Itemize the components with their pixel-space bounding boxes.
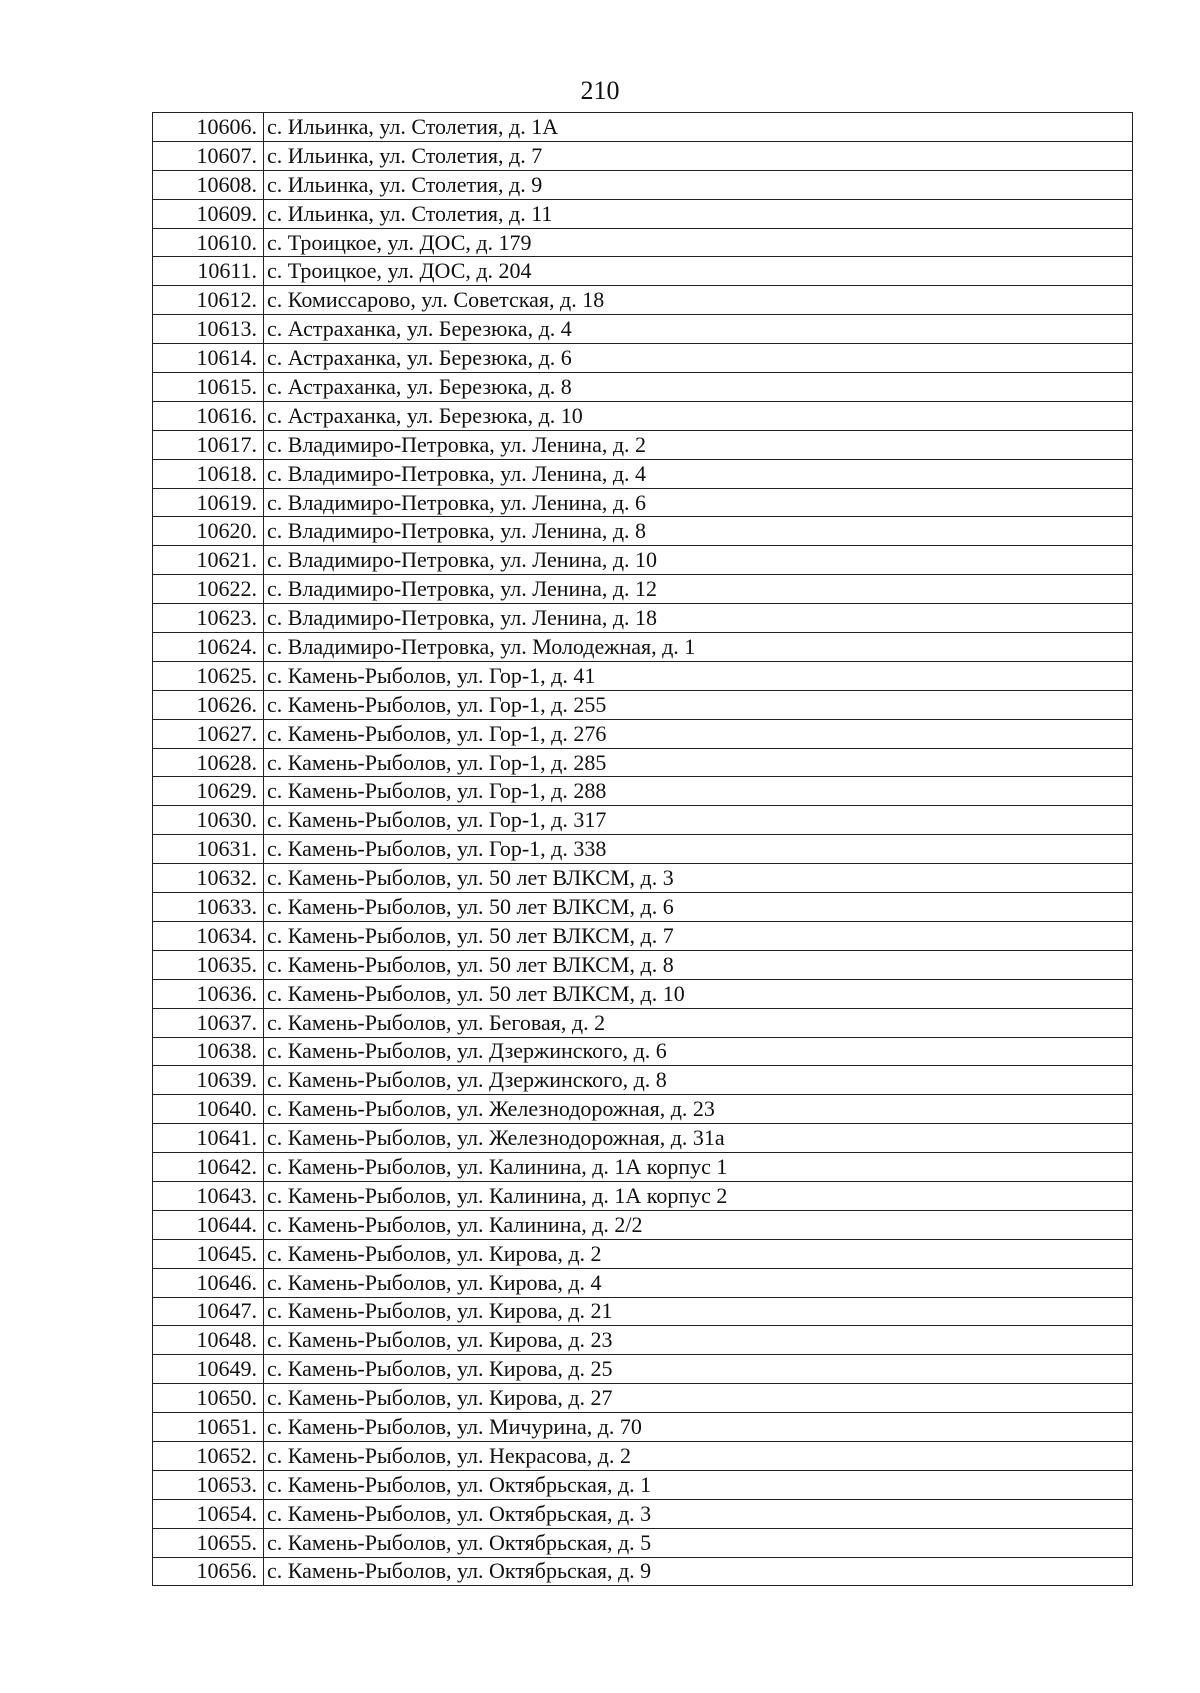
row-address: с. Камень-Рыболов, ул. Некрасова, д. 2 <box>264 1441 1133 1470</box>
table-row <box>153 864 1133 893</box>
table-row <box>153 1181 1133 1210</box>
row-number: 10607. <box>153 141 264 170</box>
row-address: с. Камень-Рыболов, ул. Кирова, д. 4 <box>264 1268 1133 1297</box>
table-row <box>153 921 1133 950</box>
table-row <box>153 1008 1133 1037</box>
row-address: с. Камень-Рыболов, ул. 50 лет ВЛКСМ, д. 6 <box>264 893 1133 922</box>
table-row <box>153 1037 1133 1066</box>
table-row <box>153 661 1133 690</box>
table-row <box>153 546 1133 575</box>
table-row <box>153 113 1133 142</box>
table-row <box>153 950 1133 979</box>
row-number: 10610. <box>153 228 264 257</box>
table-row <box>153 401 1133 430</box>
row-address: с. Камень-Рыболов, ул. Кирова, д. 27 <box>264 1384 1133 1413</box>
table-row <box>153 1528 1133 1557</box>
table-row <box>153 1326 1133 1355</box>
row-number: 10606. <box>153 113 264 142</box>
row-number: 10623. <box>153 604 264 633</box>
row-number: 10641. <box>153 1124 264 1153</box>
row-number: 10656. <box>153 1557 264 1586</box>
row-number: 10620. <box>153 517 264 546</box>
row-address: с. Троицкое, ул. ДОС, д. 204 <box>264 257 1133 286</box>
row-number: 10648. <box>153 1326 264 1355</box>
table-row <box>153 344 1133 373</box>
table-row <box>153 517 1133 546</box>
row-address: с. Камень-Рыболов, ул. Октябрьская, д. 5 <box>264 1528 1133 1557</box>
row-number: 10624. <box>153 633 264 662</box>
table-row <box>153 1124 1133 1153</box>
table-row <box>153 1066 1133 1095</box>
row-address: с. Ильинка, ул. Столетия, д. 1А <box>264 113 1133 142</box>
row-number: 10642. <box>153 1153 264 1182</box>
table-row <box>153 199 1133 228</box>
row-address: с. Владимиро-Петровка, ул. Ленина, д. 6 <box>264 488 1133 517</box>
row-address: с. Астраханка, ул. Березюка, д. 10 <box>264 401 1133 430</box>
page-number: 210 <box>580 76 620 105</box>
row-address: с. Камень-Рыболов, ул. Гор-1, д. 41 <box>264 661 1133 690</box>
row-address: с. Камень-Рыболов, ул. Калинина, д. 1А корпус 2 <box>264 1181 1133 1210</box>
row-address: с. Камень-Рыболов, ул. Железнодорожная, д. 23 <box>264 1095 1133 1124</box>
row-number: 10655. <box>153 1528 264 1557</box>
address-table <box>152 112 1133 1586</box>
table-row <box>153 1210 1133 1239</box>
row-address: с. Астраханка, ул. Березюка, д. 4 <box>264 315 1133 344</box>
row-address: с. Камень-Рыболов, ул. Гор-1, д. 288 <box>264 777 1133 806</box>
row-number: 10626. <box>153 690 264 719</box>
table-row <box>153 257 1133 286</box>
row-number: 10643. <box>153 1181 264 1210</box>
row-number: 10636. <box>153 979 264 1008</box>
row-address: с. Камень-Рыболов, ул. Гор-1, д. 317 <box>264 806 1133 835</box>
table-row <box>153 228 1133 257</box>
row-address: с. Комиссарово, ул. Советская, д. 18 <box>264 286 1133 315</box>
row-address: с. Камень-Рыболов, ул. 50 лет ВЛКСМ, д. 8 <box>264 950 1133 979</box>
row-address: с. Камень-Рыболов, ул. Гор-1, д. 338 <box>264 835 1133 864</box>
row-address: с. Владимиро-Петровка, ул. Ленина, д. 12 <box>264 575 1133 604</box>
row-number: 10616. <box>153 401 264 430</box>
row-address: с. Камень-Рыболов, ул. Дзержинского, д. 8 <box>264 1066 1133 1095</box>
table-row <box>153 141 1133 170</box>
row-address: с. Камень-Рыболов, ул. Октябрьская, д. 9 <box>264 1557 1133 1586</box>
row-number: 10612. <box>153 286 264 315</box>
row-number: 10627. <box>153 719 264 748</box>
row-number: 10647. <box>153 1297 264 1326</box>
row-address: с. Камень-Рыболов, ул. Кирова, д. 2 <box>264 1239 1133 1268</box>
row-number: 10640. <box>153 1095 264 1124</box>
row-number: 10614. <box>153 344 264 373</box>
row-address: с. Ильинка, ул. Столетия, д. 9 <box>264 170 1133 199</box>
row-number: 10611. <box>153 257 264 286</box>
row-address: с. Владимиро-Петровка, ул. Ленина, д. 10 <box>264 546 1133 575</box>
table-row <box>153 1499 1133 1528</box>
table-row <box>153 170 1133 199</box>
row-number: 10609. <box>153 199 264 228</box>
address-table-body <box>153 113 1133 1586</box>
row-number: 10621. <box>153 546 264 575</box>
table-row <box>153 1355 1133 1384</box>
row-address: с. Владимиро-Петровка, ул. Молодежная, д. 1 <box>264 633 1133 662</box>
row-number: 10608. <box>153 170 264 199</box>
table-row <box>153 575 1133 604</box>
table-row <box>153 1095 1133 1124</box>
row-address: с. Ильинка, ул. Столетия, д. 11 <box>264 199 1133 228</box>
row-address: с. Камень-Рыболов, ул. 50 лет ВЛКСМ, д. 10 <box>264 979 1133 1008</box>
table-row <box>153 748 1133 777</box>
row-number: 10633. <box>153 893 264 922</box>
row-address: с. Камень-Рыболов, ул. Гор-1, д. 276 <box>264 719 1133 748</box>
row-number: 10613. <box>153 315 264 344</box>
row-number: 10638. <box>153 1037 264 1066</box>
row-address: с. Камень-Рыболов, ул. 50 лет ВЛКСМ, д. 3 <box>264 864 1133 893</box>
table-row <box>153 286 1133 315</box>
row-number: 10645. <box>153 1239 264 1268</box>
table-row <box>153 835 1133 864</box>
row-number: 10619. <box>153 488 264 517</box>
row-number: 10618. <box>153 459 264 488</box>
row-address: с. Владимиро-Петровка, ул. Ленина, д. 18 <box>264 604 1133 633</box>
table-row <box>153 1413 1133 1442</box>
row-number: 10653. <box>153 1470 264 1499</box>
row-number: 10651. <box>153 1413 264 1442</box>
table-row <box>153 1384 1133 1413</box>
row-address: с. Камень-Рыболов, ул. Калинина, д. 1А корпус 1 <box>264 1153 1133 1182</box>
row-number: 10617. <box>153 430 264 459</box>
row-number: 10628. <box>153 748 264 777</box>
table-row <box>153 1268 1133 1297</box>
table-row <box>153 1239 1133 1268</box>
row-address: с. Астраханка, ул. Березюка, д. 8 <box>264 373 1133 402</box>
table-row <box>153 1441 1133 1470</box>
row-address: с. Камень-Рыболов, ул. Октябрьская, д. 3 <box>264 1499 1133 1528</box>
row-number: 10639. <box>153 1066 264 1095</box>
row-number: 10646. <box>153 1268 264 1297</box>
row-number: 10632. <box>153 864 264 893</box>
row-number: 10637. <box>153 1008 264 1037</box>
table-row <box>153 690 1133 719</box>
row-address: с. Астраханка, ул. Березюка, д. 6 <box>264 344 1133 373</box>
table-row <box>153 1470 1133 1499</box>
row-address: с. Камень-Рыболов, ул. Мичурина, д. 70 <box>264 1413 1133 1442</box>
row-number: 10652. <box>153 1441 264 1470</box>
row-number: 10615. <box>153 373 264 402</box>
row-address: с. Камень-Рыболов, ул. Калинина, д. 2/2 <box>264 1210 1133 1239</box>
row-number: 10644. <box>153 1210 264 1239</box>
row-address: с. Владимиро-Петровка, ул. Ленина, д. 2 <box>264 430 1133 459</box>
row-address: с. Троицкое, ул. ДОС, д. 179 <box>264 228 1133 257</box>
table-row <box>153 315 1133 344</box>
row-number: 10654. <box>153 1499 264 1528</box>
row-number: 10650. <box>153 1384 264 1413</box>
row-number: 10630. <box>153 806 264 835</box>
table-row <box>153 806 1133 835</box>
row-address: с. Камень-Рыболов, ул. Железнодорожная, д. 31а <box>264 1124 1133 1153</box>
table-row <box>153 1153 1133 1182</box>
table-row <box>153 373 1133 402</box>
row-number: 10634. <box>153 921 264 950</box>
row-address: с. Ильинка, ул. Столетия, д. 7 <box>264 141 1133 170</box>
table-row <box>153 430 1133 459</box>
table-row <box>153 488 1133 517</box>
table-row <box>153 633 1133 662</box>
table-row <box>153 777 1133 806</box>
table-row <box>153 459 1133 488</box>
row-address: с. Камень-Рыболов, ул. Кирова, д. 25 <box>264 1355 1133 1384</box>
row-address: с. Камень-Рыболов, ул. Кирова, д. 21 <box>264 1297 1133 1326</box>
table-row <box>153 719 1133 748</box>
table-row <box>153 604 1133 633</box>
row-number: 10649. <box>153 1355 264 1384</box>
row-address: с. Камень-Рыболов, ул. Беговая, д. 2 <box>264 1008 1133 1037</box>
row-address: с. Камень-Рыболов, ул. Октябрьская, д. 1 <box>264 1470 1133 1499</box>
table-row <box>153 979 1133 1008</box>
table-row <box>153 1557 1133 1586</box>
row-address: с. Камень-Рыболов, ул. Дзержинского, д. 6 <box>264 1037 1133 1066</box>
row-address: с. Камень-Рыболов, ул. Кирова, д. 23 <box>264 1326 1133 1355</box>
row-address: с. Камень-Рыболов, ул. Гор-1, д. 255 <box>264 690 1133 719</box>
row-number: 10635. <box>153 950 264 979</box>
table-row <box>153 1297 1133 1326</box>
row-number: 10625. <box>153 661 264 690</box>
row-address: с. Владимиро-Петровка, ул. Ленина, д. 8 <box>264 517 1133 546</box>
row-number: 10629. <box>153 777 264 806</box>
row-number: 10631. <box>153 835 264 864</box>
row-address: с. Камень-Рыболов, ул. Гор-1, д. 285 <box>264 748 1133 777</box>
row-address: с. Владимиро-Петровка, ул. Ленина, д. 4 <box>264 459 1133 488</box>
row-address: с. Камень-Рыболов, ул. 50 лет ВЛКСМ, д. 7 <box>264 921 1133 950</box>
table-row <box>153 893 1133 922</box>
row-number: 10622. <box>153 575 264 604</box>
